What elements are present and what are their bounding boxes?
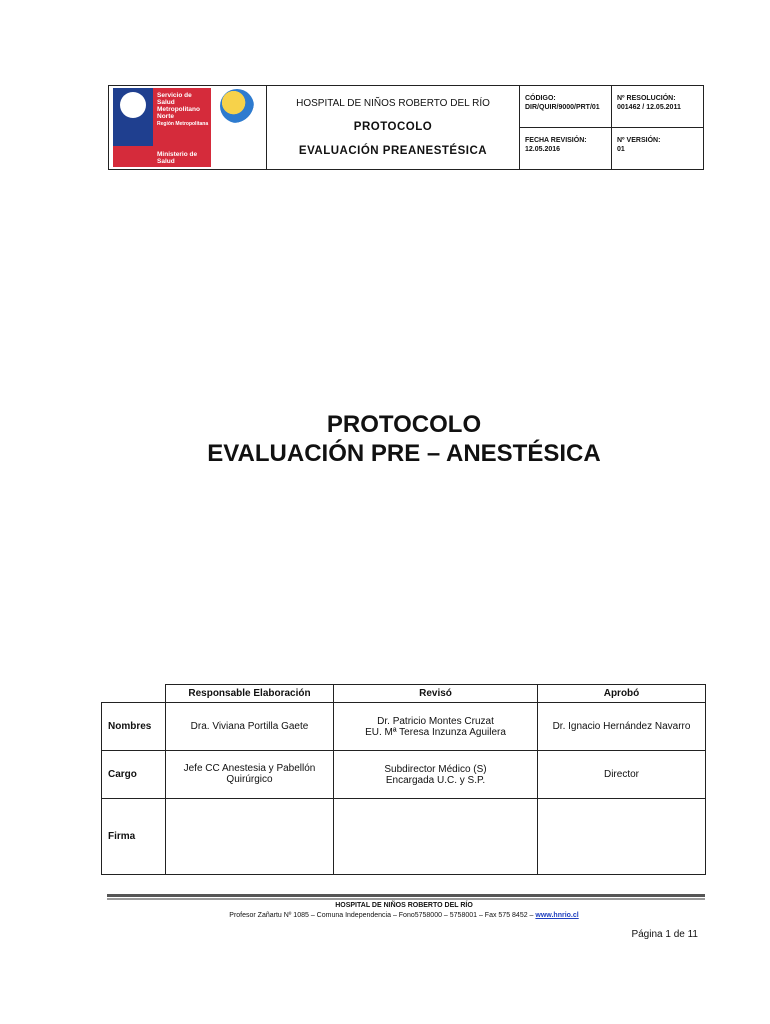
codigo-value: DIR/QUIR/9000/PRT/01 [525,104,600,111]
chile-crest-icon [120,92,146,118]
doc-type: PROTOCOLO [353,121,433,133]
cell-line: Director [603,769,639,780]
cell-line: Subdirector Médico (S) [384,763,487,775]
column-header: Aprobó [538,685,706,703]
fecha-label: FECHA REVISIÓN: [525,137,587,144]
header-meta [520,86,703,169]
version-cell [612,128,703,169]
table-cell [166,751,334,799]
version-label: Nº VERSIÓN: [617,137,661,144]
table-cell [334,751,538,799]
main-title-line2: EVALUACIÓN PRE – ANESTÉSICA [207,440,601,467]
version-value: 01 [617,146,625,153]
gov-logo-region: Región Metropolitana [157,121,209,127]
gov-logo-line: Salud [157,99,175,106]
cell-line: Dr. Patricio Montes Cruzat [377,715,494,727]
footer-address [0,912,770,919]
government-logo [113,88,211,167]
page-number: Página 1 de 11 [631,929,698,940]
table-corner [102,685,166,703]
hospital-logo-icon [220,89,254,123]
document-header [108,85,704,170]
row-label: Cargo [102,751,166,799]
cell-line: EU. Mª Teresa Inzunza Aguilera [365,726,506,738]
row-label: Nombres [102,703,166,751]
table-cell [538,703,706,751]
logos-cell [109,86,267,169]
doc-title: EVALUACIÓN PREANESTÉSICA [298,145,488,157]
footer-website-link[interactable]: www.hnrio.cl [535,912,579,919]
table-cell [334,703,538,751]
gov-logo-ministry: Ministerio de [157,151,198,158]
table-cell [538,751,706,799]
cell-line: Jefe CC Anestesia y Pabellón [183,763,316,774]
row-label: Firma [102,799,166,875]
hospital-name: HOSPITAL DE NIÑOS ROBERTO DEL RÍO [296,98,490,109]
table-cell [166,703,334,751]
footer-rule [107,898,705,900]
gov-logo-ministry: Salud [157,158,175,165]
approval-table [101,684,706,875]
gov-logo-line: Servicio de [157,92,192,99]
footer-address-text: Profesor Zañartu Nº 1085 – Comuna Independencia – Fono5758000 – 5758001 – Fax 575 8452 – [229,912,534,919]
codigo-label: CÓDIGO: [525,95,556,102]
cell-line: Dr. Ignacio Hernández Navarro [552,721,691,732]
signature-box [538,799,706,875]
footer-rule [107,894,705,897]
column-header: Responsable Elaboración [166,685,334,703]
table-row [102,799,706,875]
table-row [102,751,706,799]
main-title-line1: PROTOCOLO [326,411,482,438]
gov-logo-line: Metropolitano [157,106,200,113]
codigo-cell [520,86,612,127]
cell-line: Dra. Viviana Portilla Gaete [190,721,309,732]
resolucion-cell [612,86,703,127]
resolucion-label: Nº RESOLUCIÓN: [617,95,676,102]
resolucion-value: 001462 / 12.05.2011 [617,104,681,111]
footer-hospital: HOSPITAL DE NIÑOS ROBERTO DEL RÍO [335,902,473,909]
table-row [102,703,706,751]
header-title-cell [267,86,520,169]
column-header: Revisó [334,685,538,703]
fecha-value: 12.05.2016 [525,146,561,153]
gov-logo-line: Norte [157,113,174,120]
signature-box [166,799,334,875]
signature-box [334,799,538,875]
cell-line: Quirúrgico [226,774,273,785]
cell-line: Encargada U.C. y S.P. [385,774,486,786]
fecha-cell [520,128,612,169]
